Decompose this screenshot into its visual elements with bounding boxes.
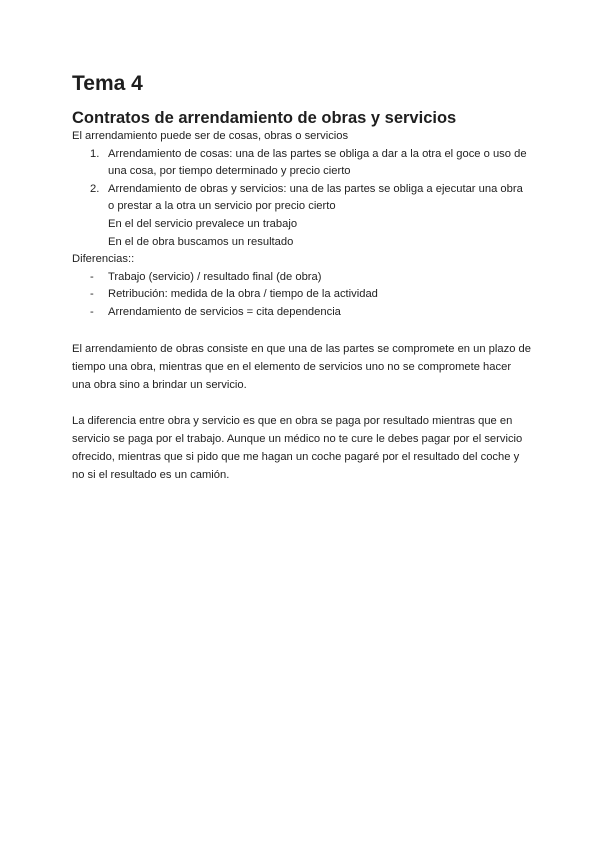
paragraph-line: ofrecido, mientras que si pido que me hagan un coche pagaré por el resultado del coche y — [72, 450, 520, 463]
difference-text: Trabajo (servicio) / resultado final (de obra) — [108, 270, 322, 283]
list-item — [72, 269, 532, 287]
sub-note: En el del servicio prevalece un trabajo — [108, 217, 298, 230]
paragraph-2 — [72, 412, 532, 484]
differences-label: Diferencias:: — [72, 253, 135, 266]
paragraph-line: no si el resultado es un camión. — [72, 468, 230, 481]
paragraph-line: servicio se paga por el trabajo. Aunque un médico no te cure le debes pagar por el servicio — [72, 432, 523, 445]
numbered-list — [72, 146, 532, 216]
paragraph-1 — [72, 340, 532, 394]
paragraph-line: tiempo una obra, mientras que en el elemento de servicios uno no se compromete hacer — [72, 360, 512, 373]
list-item — [72, 146, 532, 181]
list-item — [72, 181, 532, 216]
list-line: Arrendamiento de obras y servicios: una de las partes se obliga a ejecutar una obra — [108, 182, 523, 195]
paragraph-line: El arrendamiento de obras consiste en que una de las partes se compromete en un plazo de — [72, 342, 531, 355]
list-number: 1. — [90, 147, 100, 160]
differences-list — [72, 269, 532, 322]
page-title: Tema 4 — [72, 72, 143, 95]
list-line: o prestar a la otra un servicio por precio cierto — [108, 200, 336, 213]
difference-text: Arrendamiento de servicios = cita dependencia — [108, 305, 341, 318]
paragraph-line: una obra sino a brindar un servicio. — [72, 378, 247, 391]
list-number: 2. — [90, 182, 100, 195]
document-page — [72, 70, 532, 484]
paragraph-line: La diferencia entre obra y servicio es que en obra se paga por resultado mientras que en — [72, 414, 513, 427]
difference-text: Retribución: medida de la obra / tiempo de la actividad — [108, 288, 378, 301]
list-item — [72, 286, 532, 304]
list-line: una cosa, por tiempo determinado y precio cierto — [108, 165, 351, 178]
sub-note: En el de obra buscamos un resultado — [108, 235, 294, 248]
dash-bullet: - — [90, 305, 94, 318]
dash-bullet: - — [90, 288, 94, 301]
list-line: Arrendamiento de cosas: una de las partes se obliga a dar a la otra el goce o uso de — [108, 147, 527, 160]
dash-bullet: - — [90, 270, 94, 283]
section-heading: Contratos de arrendamiento de obras y servicios — [72, 109, 457, 127]
intro-text: El arrendamiento puede ser de cosas, obras o servicios — [72, 130, 349, 142]
list-item — [72, 304, 532, 322]
